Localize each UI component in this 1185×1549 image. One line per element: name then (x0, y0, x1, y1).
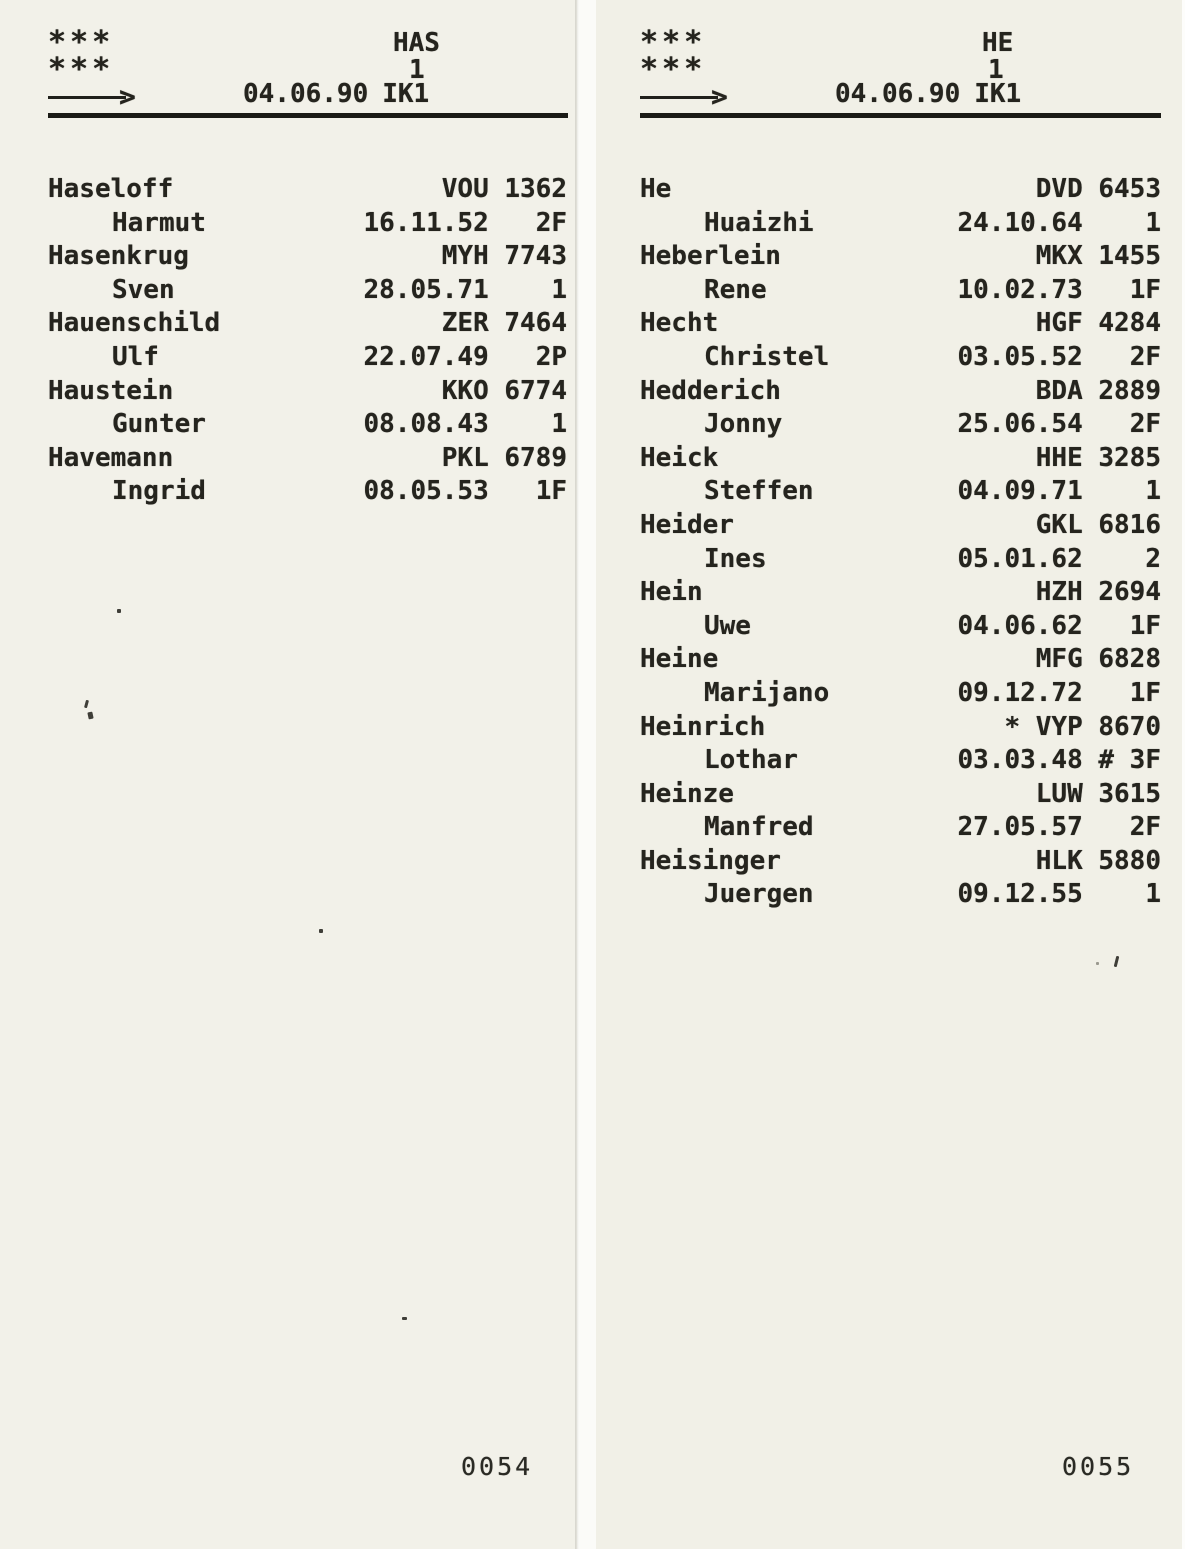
header-rule (48, 113, 568, 118)
birthdate: 03.03.48 (957, 745, 1083, 776)
surname-line (640, 576, 1161, 610)
given-line (640, 274, 1161, 308)
status-code: 1F (1129, 677, 1161, 708)
surname: He (640, 174, 672, 204)
stars-marker-bottom: *** (48, 52, 115, 87)
surname-line (640, 711, 1161, 745)
status-code: 1 (1145, 879, 1161, 910)
scan-divider (575, 0, 579, 1549)
report-code: IK1 (974, 79, 1022, 109)
license-code: HHE 3285 (1035, 442, 1161, 473)
surname-line (48, 307, 567, 341)
entry-list (640, 173, 1161, 912)
given-line (640, 811, 1161, 845)
surname-line (640, 173, 1161, 207)
given-name: Marijano (704, 677, 830, 708)
sheet-number: 1 (988, 55, 1004, 85)
directory-entry (640, 307, 1161, 374)
surname: Heick (640, 442, 719, 473)
surname-line (640, 509, 1161, 543)
scan-speck (402, 1317, 407, 1320)
status-code: 1F (1129, 610, 1161, 641)
status-code: # 3F (1098, 745, 1161, 776)
directory-entry (640, 375, 1161, 442)
birthdate: 08.08.43 (363, 409, 489, 440)
directory-entry (640, 509, 1161, 576)
given-name: Huaizhi (704, 207, 814, 238)
surname: Hein (640, 577, 703, 608)
status-code: 2F (1129, 409, 1161, 440)
license-code: BDA 2889 (1035, 375, 1161, 406)
stars-marker-top: *** (640, 25, 707, 60)
header-rule (640, 113, 1161, 118)
status-code: 1 (1145, 207, 1161, 238)
surname-line (640, 778, 1161, 812)
surname-line (48, 442, 567, 476)
scan-speck (319, 929, 323, 933)
page-number: 0055 (1062, 1452, 1135, 1481)
report-date: 04.06.90 (835, 79, 961, 109)
arrow-shaft (48, 96, 126, 99)
surname-line (48, 173, 567, 207)
group-code: HAS (393, 28, 440, 58)
birthdate: 04.09.71 (957, 476, 1083, 507)
given-name: Steffen (704, 476, 814, 507)
license-code: LUW 3615 (1035, 778, 1161, 809)
status-code: 2F (535, 207, 567, 238)
given-name: Juergen (704, 879, 814, 910)
surname: Hecht (640, 308, 719, 339)
given-name: Sven (112, 274, 175, 305)
surname: Haseloff (48, 174, 174, 204)
directory-entry (48, 240, 567, 307)
surname-line (640, 240, 1161, 274)
birthdate: 24.10.64 (957, 207, 1083, 238)
given-line (640, 677, 1161, 711)
scan-speck (117, 609, 121, 613)
given-line (48, 408, 567, 442)
license-code: KKO 6774 (441, 375, 567, 406)
surname: Hauenschild (48, 308, 221, 339)
birthdate: 25.06.54 (957, 409, 1083, 440)
status-code: 2F (1129, 812, 1161, 843)
directory-entry (640, 711, 1161, 778)
given-line (640, 341, 1161, 375)
surname: Hedderich (640, 375, 781, 406)
license-code: GKL 6816 (1035, 509, 1161, 540)
directory-entry (48, 442, 567, 509)
birthdate: 05.01.62 (957, 543, 1083, 574)
status-code: 2 (1145, 543, 1161, 574)
status-code: 2P (535, 341, 567, 372)
directory-entry (48, 375, 567, 442)
surname-line (640, 307, 1161, 341)
arrow-icon (640, 82, 728, 112)
status-code: 1F (535, 476, 567, 507)
status-code: 1 (551, 409, 567, 440)
given-line (48, 341, 567, 375)
license-code: MKX 1455 (1035, 241, 1161, 272)
given-line (640, 408, 1161, 442)
given-name: Ines (704, 543, 767, 574)
given-name: Lothar (704, 745, 798, 776)
birthdate: 09.12.55 (957, 879, 1083, 910)
given-line (48, 274, 567, 308)
license-code: HLK 5880 (1035, 845, 1161, 876)
license-code: HGF 4284 (1035, 308, 1161, 339)
license-code: * VYP 8670 (1004, 711, 1161, 742)
surname-line (640, 845, 1161, 879)
directory-entry (640, 643, 1161, 710)
given-line (640, 878, 1161, 912)
sheet-right (596, 0, 1185, 1549)
surname: Heisinger (640, 845, 781, 876)
entry-list (48, 173, 567, 509)
birthdate: 28.05.71 (363, 274, 489, 305)
birthdate: 04.06.62 (957, 610, 1083, 641)
given-line (640, 744, 1161, 778)
surname: Heberlein (640, 241, 781, 272)
given-line (48, 207, 567, 241)
status-code: 1 (1145, 476, 1161, 507)
license-code: ZER 7464 (441, 308, 567, 339)
surname-line (640, 643, 1161, 677)
birthdate: 22.07.49 (363, 341, 489, 372)
given-name: Jonny (704, 409, 783, 440)
header-dateline (835, 79, 1021, 109)
arrow-shaft (640, 96, 718, 99)
given-name: Manfred (704, 812, 814, 843)
given-name: Ulf (112, 341, 159, 372)
given-line (48, 475, 567, 509)
directory-entry (640, 778, 1161, 845)
arrow-head: > (119, 80, 136, 113)
given-name: Christel (704, 341, 830, 372)
surname: Hasenkrug (48, 241, 189, 272)
surname: Haustein (48, 375, 174, 406)
birthdate: 27.05.57 (957, 812, 1083, 843)
license-code: MFG 6828 (1035, 644, 1161, 675)
header-dateline (243, 79, 429, 109)
birthdate: 16.11.52 (363, 207, 489, 238)
status-code: 1 (551, 274, 567, 305)
surname-line (640, 375, 1161, 409)
surname-line (48, 240, 567, 274)
arrow-head: > (711, 80, 728, 113)
scan-speck (1096, 962, 1099, 965)
sheet-number: 1 (409, 55, 425, 85)
given-line (640, 610, 1161, 644)
given-name: Ingrid (112, 476, 206, 507)
license-code: PKL 6789 (441, 442, 567, 473)
surname: Heine (640, 644, 719, 675)
surname: Havemann (48, 442, 174, 473)
surname: Heinze (640, 778, 734, 809)
given-line (640, 207, 1161, 241)
given-line (640, 475, 1161, 509)
directory-entry (640, 173, 1161, 240)
status-code: 2F (1129, 341, 1161, 372)
report-code: IK1 (382, 79, 430, 109)
directory-entry (640, 845, 1161, 912)
sheet-left (0, 0, 577, 1549)
stars-marker-top: *** (48, 25, 115, 60)
arrow-icon (48, 82, 136, 112)
report-date: 04.06.90 (243, 79, 369, 109)
surname-line (640, 442, 1161, 476)
birthdate: 09.12.72 (957, 677, 1083, 708)
directory-entry (48, 307, 567, 374)
directory-entry (48, 173, 567, 240)
given-name: Harmut (112, 207, 206, 238)
surname: Heider (640, 509, 734, 540)
directory-entry (640, 576, 1161, 643)
license-code: VOU 1362 (441, 174, 567, 204)
given-name: Rene (704, 274, 767, 305)
license-code: DVD 6453 (1035, 174, 1161, 204)
birthdate: 03.05.52 (957, 341, 1083, 372)
group-code: HE (982, 28, 1014, 58)
surname: Heinrich (640, 711, 766, 742)
surname-line (48, 375, 567, 409)
license-code: MYH 7743 (441, 241, 567, 272)
directory-entry (640, 240, 1161, 307)
given-name: Gunter (112, 409, 206, 440)
given-name: Uwe (704, 610, 751, 641)
directory-entry (640, 442, 1161, 509)
stars-marker-bottom: *** (640, 52, 707, 87)
birthdate: 10.02.73 (957, 274, 1083, 305)
page-number: 0054 (461, 1452, 534, 1481)
license-code: HZH 2694 (1035, 577, 1161, 608)
birthdate: 08.05.53 (363, 476, 489, 507)
status-code: 1F (1129, 274, 1161, 305)
given-line (640, 543, 1161, 577)
